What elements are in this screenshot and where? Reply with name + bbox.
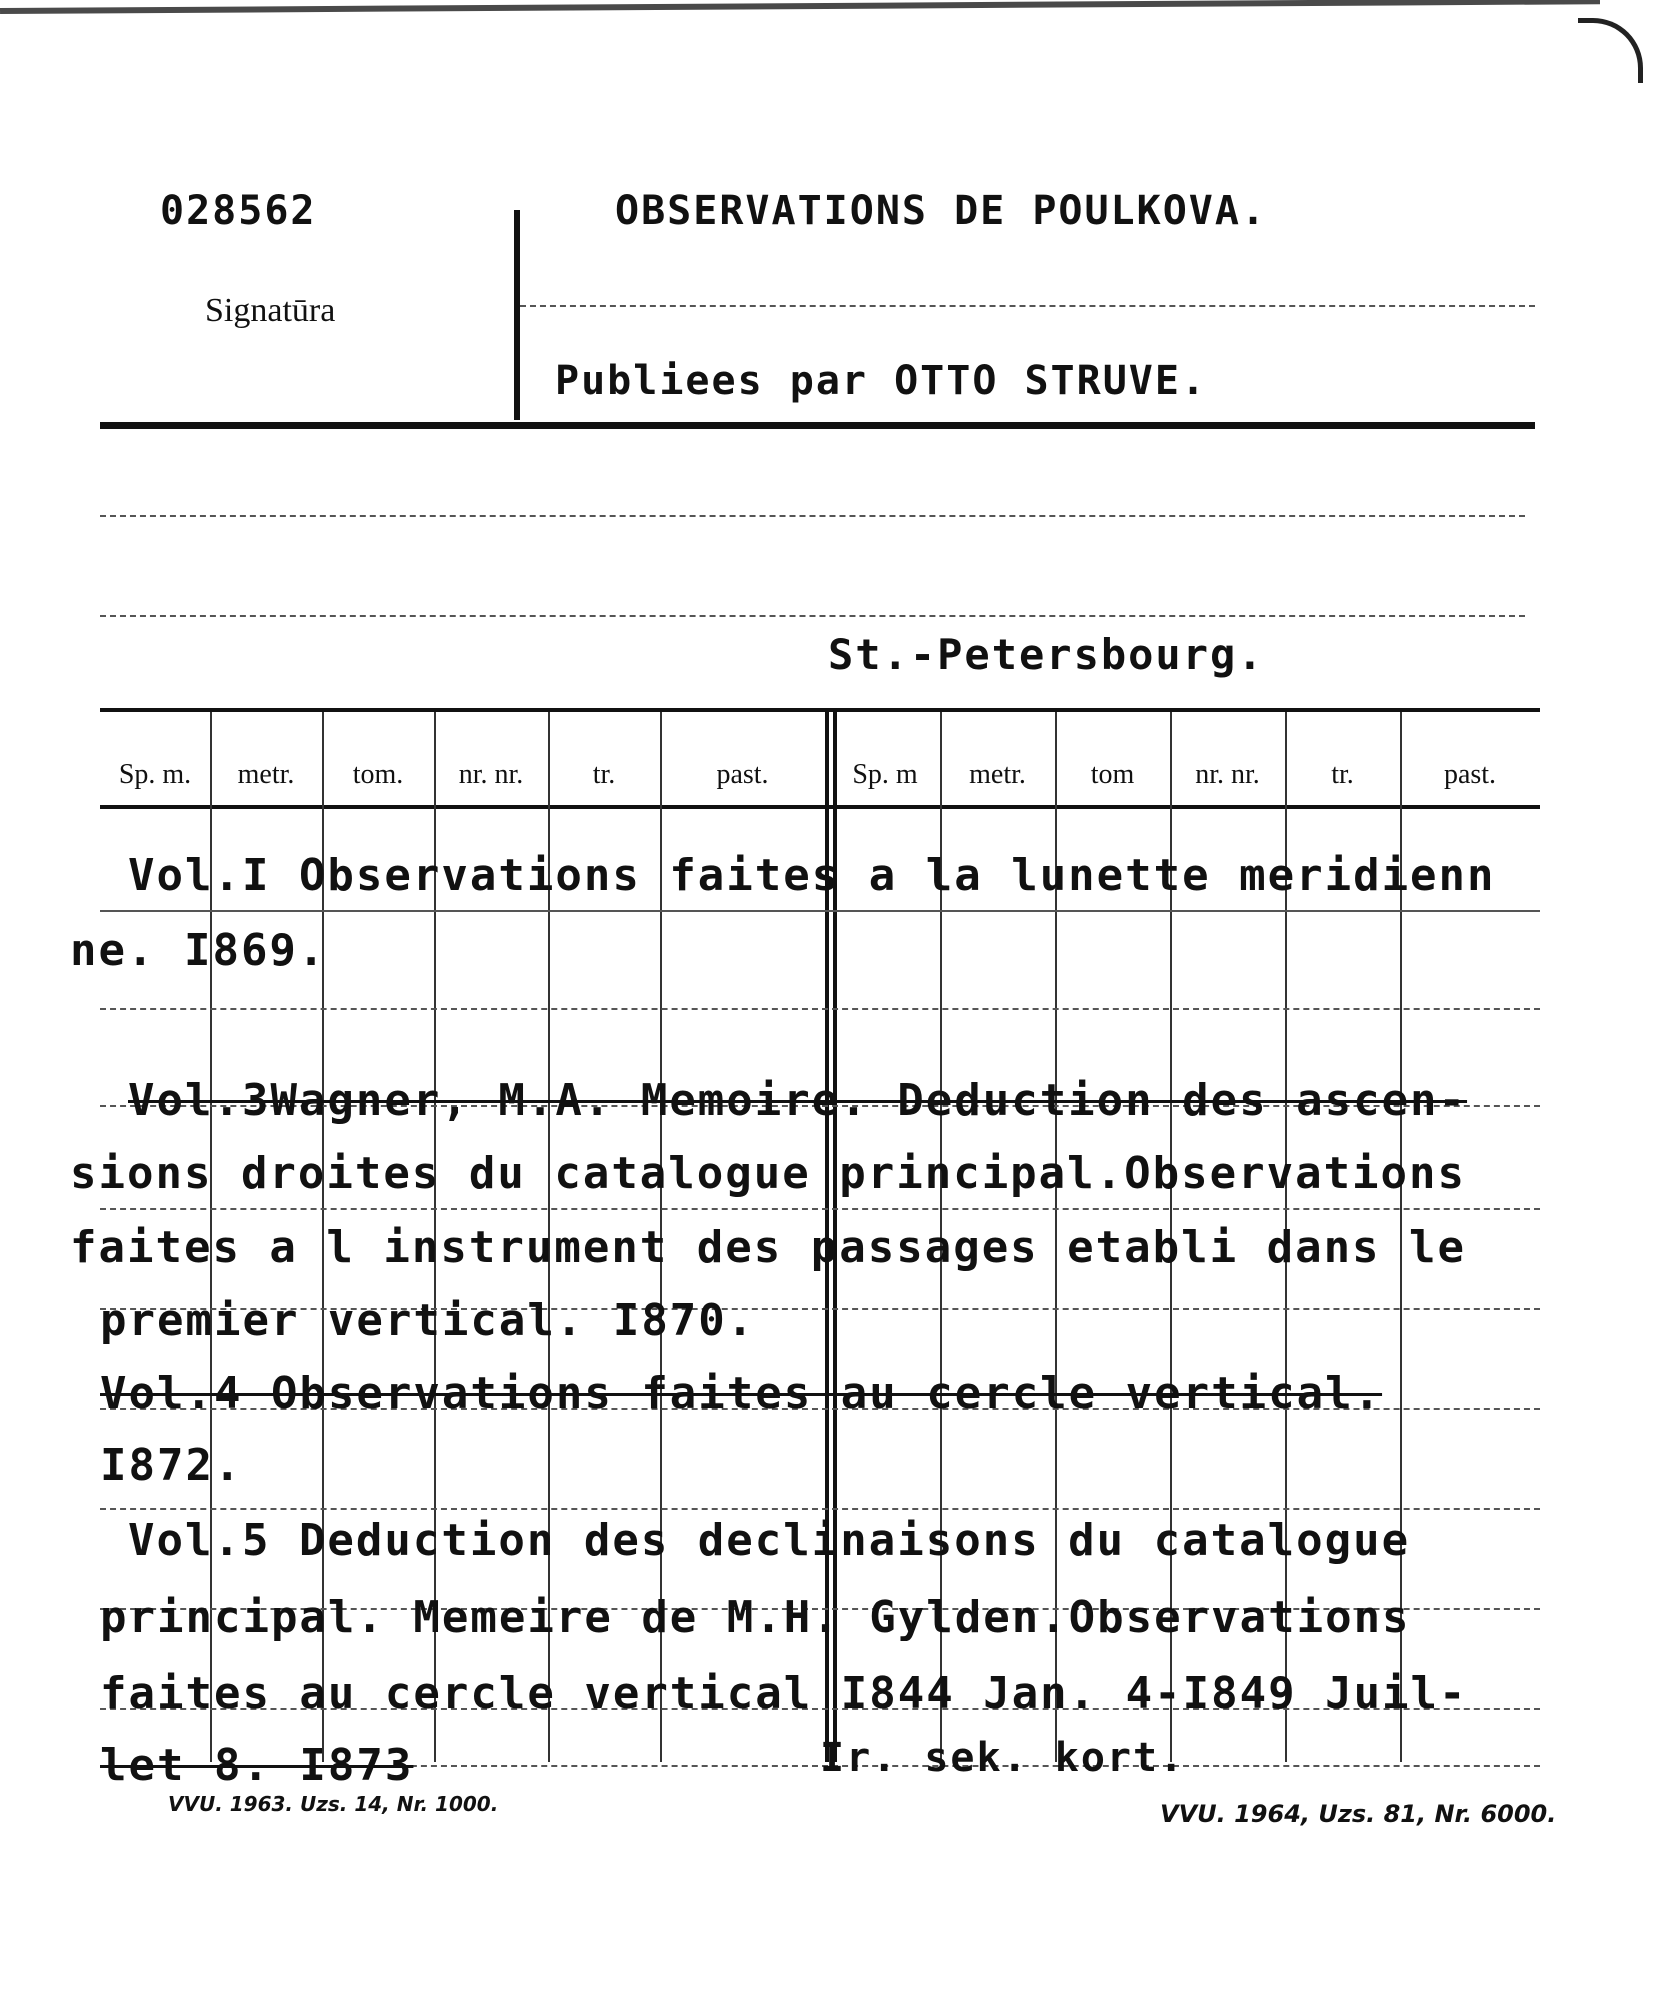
inventory-stamp-right: VVU. 1964, Uzs. 81, Nr. 6000.	[1160, 1800, 1557, 1828]
table-top-rule	[100, 708, 1540, 712]
entry-line: Vol.5 Deduction des declinaisons du catalogue	[128, 1515, 1411, 1566]
card-place: St.-Petersbourg.	[828, 630, 1265, 679]
col-header: Sp. m.	[118, 759, 192, 790]
header-divider	[514, 210, 520, 420]
entry-line: ne. I869.	[70, 925, 327, 976]
entry-line: Vol.4 Observations faites au cercle vertical.	[100, 1368, 1383, 1419]
blank-rule-1	[100, 515, 1525, 517]
col-header: past.	[1443, 759, 1497, 790]
entry-line: Vol.3Wagner, M.A. Memoire. Deduction des ascen-	[128, 1075, 1468, 1126]
card-title: OBSERVATIONS DE POULKOVA.	[615, 188, 1268, 234]
row-rule	[100, 1008, 1540, 1010]
card-corner	[1578, 18, 1643, 83]
header-rule	[100, 422, 1535, 429]
col-header: tom.	[352, 759, 404, 790]
col-header: past.	[716, 759, 769, 790]
card-publisher: Publiees par OTTO STRUVE.	[555, 358, 1208, 404]
col-header: tom	[1090, 759, 1135, 790]
card-top-edge	[0, 0, 1600, 32]
col-header: Sp. m	[852, 759, 918, 790]
entry-line: premier vertical. I870.	[100, 1295, 756, 1346]
entry-line: let 8. I873	[100, 1740, 414, 1791]
title-rule	[520, 305, 1535, 307]
entry-line: I872.	[100, 1440, 243, 1491]
entry-line: faites au cercle vertical I844 Jan. 4-I849 Juil-	[100, 1668, 1468, 1719]
entry-line: sions droites du catalogue principal.Observations	[70, 1148, 1467, 1199]
entry-line: Vol.I Observations faites a la lunette meridienn	[128, 850, 1496, 901]
inventory-stamp-left: VVU. 1963. Uzs. 14, Nr. 1000.	[168, 1792, 499, 1816]
row-rule	[100, 910, 1540, 912]
signature-number: 028562	[160, 188, 317, 234]
col-header: tr.	[1331, 759, 1354, 790]
col-header: nr. nr.	[458, 759, 524, 790]
blank-rule-2	[100, 615, 1525, 617]
row-rule	[100, 1508, 1540, 1510]
signature-label: Signatūra	[205, 292, 336, 329]
entry-line: Ir. sek. kort.	[820, 1735, 1186, 1781]
row-rule	[100, 1208, 1540, 1210]
col-header: tr.	[592, 759, 616, 790]
entry-line: faites a l instrument des passages etabli dans le	[70, 1222, 1467, 1273]
col-header: nr. nr.	[1195, 759, 1260, 790]
col-header: metr.	[969, 759, 1026, 790]
table-header-rule	[100, 805, 1540, 809]
entry-line: principal. Memeire de M.H. Gylden.Observations	[100, 1592, 1411, 1643]
col-header: metr.	[237, 759, 295, 790]
